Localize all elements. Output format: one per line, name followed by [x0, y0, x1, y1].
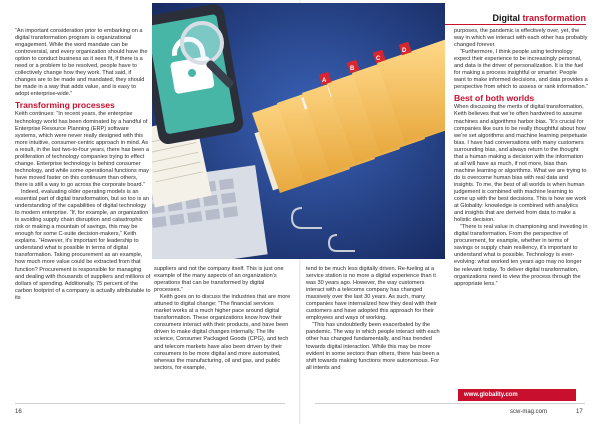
col4-paragraph-4: “There is real value in championing and investing in digital transformation. From the perspective of procurement, for example, whether in terms of savings or supply chain resiliency, it’s important to understand what is possible. Technology is ever-evolving: what worked ten years ago may no longer be relevant today. To deliver digital transformation, organizations need to view the process through the appropriate lens.” — [454, 224, 588, 287]
col4-paragraph-2: “Furthermore, I think people using technology expect their experience to be increasingly personal, and data is the driver of personalization. It is the fuel for making a process insightful or smarter. People want to make informed decisions, and data provides a perspective from which to assess or rank information.” — [454, 49, 588, 91]
col1-paragraph-3: Indeed, evaluating older operating models is an essential part of digital transformation, but so too is an understanding of the capabilities of digital technology to modern enterprise. “If, for example, an organization is avoiding supply chain disruption and catastrophic risk or making a mountain of savings, this may be enough for some C-suite decision-makers,” Keith explains. “However, it’s important for leadership to understand what is possible in terms of digital transformation. Taking procurement as an example, how much more value could be extracted from that function? Procurement is responsible for managing and dealing with thousands of suppliers and millions of dollars of spending. Additionally, 75 percent of the carbon footprint of a company is actually attributable to its — [15, 188, 151, 301]
svg-text:D: D — [402, 48, 407, 54]
hero-illustration — [152, 3, 445, 259]
section-rule — [426, 24, 586, 25]
col1-paragraph-2: Keith continues: “In recent years, the enterprise technology world has been dominated by a handful of Enterprise Resource Planning (ERP) software systems, which were never really designed with this more intuitive, consumer-centric approach in mind. As a result, in the last two-to-four years, there has been a proliferation of technology companies trying to effect change. Enterprise technology is behind consumer technology, and while some operational functions may have moved faster on this continuum than others, there is still a way to go across the corporate board.” — [15, 111, 150, 188]
folders-padlock-illustration — [152, 3, 445, 259]
left-footer-rule — [15, 403, 285, 404]
column-4 — [454, 28, 588, 288]
col2-paragraph-2: Keith goes on to discuss the industries that are more attuned to digital change: “The financial services market works at a much higher pace around digital transformation. These organizations know how their consumers interact with their products, and have been driven to make digital changes internally. The life science, Consumer Packaged Goods (CPG), and tech and telecom markets have also been driven by their consumers to be more digital and more automated, whereas the manufacturing, oil and gas, and public sectors, for example, — [154, 294, 291, 371]
website-badge[interactable]: www.globality.com — [458, 389, 576, 401]
col4-paragraph-1: purposes, the pandemic is effectively over, yet, the way in which we interact with each other has probably changed forever. — [454, 28, 588, 49]
column-1 — [15, 28, 151, 302]
left-page-number: 16 — [15, 409, 22, 415]
heading-best-of-both-worlds: Best of both worlds — [454, 93, 535, 104]
col3-paragraph-1: tend to be much less digitally driven. Re-fueling at a service station is no more a digital experience than it was 30 years ago. However, the way customers interact with a telecoms company has changed massively over the last 30 years. As such, many companies have internalized how they deal with their customers and have adopted this approach for their employees and ways of working. — [306, 266, 437, 322]
footer-website: scw-mag.com — [510, 409, 548, 415]
svg-text:A: A — [322, 78, 327, 84]
right-page-number: 17 — [576, 409, 583, 415]
section-prefix: Digital — [492, 13, 520, 23]
col1-paragraph-1: “An important consideration prior to embarking on a digital transformation program is organizational engagement. While the word mandate can be controversial, and every organization should have the option to conduct business as it sees fit, if there is a need or a problem to be resolved, people have to collectively change how they work. That said, if changes are to be made and mandated, they should be made in a way that adds value, and is easy to adopt enterprise-wide.” — [15, 28, 148, 98]
col4-paragraph-3: When discussing the merits of digital transformation, Keith believes that we’re often hardwired to assume machines and algorithms harbor bias. “It’s crucial for companies like ours to be really thoughtful about how we’re set algorithms and machine learning perpetuate bias. I have had conversations with many customers surrounding bias, and always return to the thought that a human making a decision with the information at all will have as much, if not more, bias than machine learning or algorithms. What we are trying to do is overcome human bias with real data and insights. To me, the best of all worlds is when human judgement is combined with machine learning to come up with the best decisions. This is how we work at Globality: knowledge is combined with analytics and insights that are derived from data to make a holistic decision. — [454, 104, 588, 224]
svg-text:B: B — [350, 66, 355, 72]
column-2 — [154, 266, 292, 372]
svg-text:C: C — [376, 56, 381, 62]
heading-transforming-processes: Transforming processes — [15, 100, 115, 111]
col3-paragraph-2: “This has undoubtedly been exacerbated by the pandemic. The way in which people interact with each other has changed fundamentally, and has trended towards digital interaction. While this may be more evident in some sectors than others, there has been a shift towards making functions more autonomous. For all intents and — [306, 322, 440, 371]
column-3 — [306, 266, 440, 372]
right-footer-rule — [315, 403, 585, 404]
section-tag — [492, 13, 586, 23]
col2-paragraph-1: suppliers and not the company itself. This is just one example of the many aspects of an organization’s operations that can be transformed by digital processes.” — [154, 266, 284, 294]
section-highlight: transformation — [522, 13, 586, 23]
